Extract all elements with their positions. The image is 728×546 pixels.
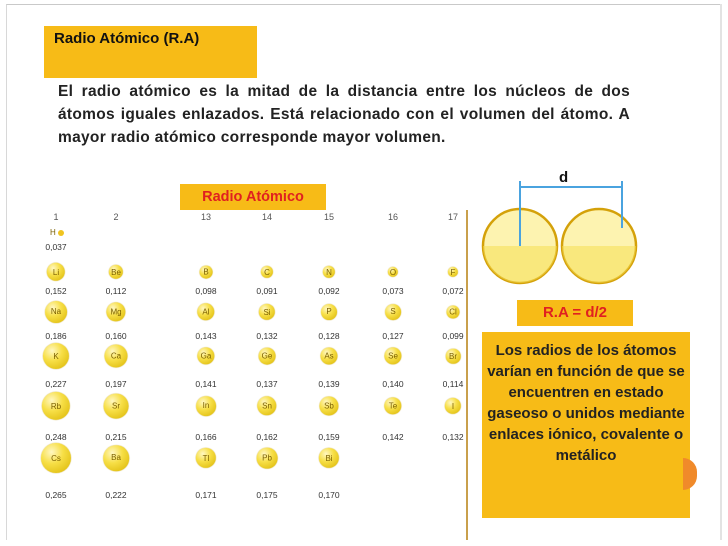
element-radius-value: 0,152 [45, 286, 67, 296]
right-atom-shade [562, 246, 636, 283]
element-atom: Li [47, 263, 65, 281]
element-atom: Br [446, 349, 461, 364]
element-atom: Cl [447, 306, 460, 319]
element-radius-value: 0,265 [45, 490, 67, 500]
element-radius-value: 0,137 [256, 379, 278, 389]
element-radius-value: 0,112 [105, 286, 127, 296]
element-atom: S [385, 304, 401, 320]
element-atom: B [200, 266, 213, 279]
element-atom: As [320, 347, 337, 364]
element-radius-value: 0,170 [318, 490, 340, 500]
element-atom: F [448, 267, 458, 277]
element-atom: Mg [106, 302, 125, 321]
element-atom [58, 230, 64, 236]
element-atom: P [321, 304, 337, 320]
element-radius-value: 0,175 [256, 490, 278, 500]
element-radius-value: 0,171 [195, 490, 217, 500]
element-radius-value: 0,186 [45, 331, 67, 341]
group-number: 13 [200, 212, 212, 222]
element-radius-value: 0,114 [442, 379, 464, 389]
intro-paragraph: El radio atómico es la mitad de la distancia entre los núcleos de dos átomos iguales enlazados. Está relacionado con el volumen del átomo. A mayor radio atómico corresponde mayor volumen. [58, 83, 630, 146]
element-atom: O [388, 267, 398, 277]
element-atom: Se [384, 347, 401, 364]
element-radius-value: 0,140 [382, 379, 404, 389]
table-border [466, 210, 468, 540]
element-atom: K [43, 343, 69, 369]
element-atom: In [196, 396, 216, 416]
element-atom: Al [197, 303, 214, 320]
element-radius-value: 0,037 [45, 242, 67, 252]
slide-title: Radio Atómico (R.A) [44, 26, 257, 78]
element-radius-value: 0,139 [318, 379, 340, 389]
distance-label: d [559, 169, 569, 186]
group-number: 16 [387, 212, 399, 222]
element-atom: Ge [259, 348, 276, 365]
table-label: Radio Atómico [180, 184, 326, 210]
element-atom: Sr [104, 394, 129, 419]
element-radius-value: 0,098 [195, 286, 217, 296]
element-atom: Be [109, 265, 123, 279]
formula-box: R.A = d/2 [517, 300, 633, 326]
element-radius-value: 0,132 [256, 331, 278, 341]
element-radius-value: 0,227 [45, 379, 67, 389]
element-atom: Sb [319, 396, 338, 415]
element-radius-value: 0,072 [442, 286, 464, 296]
description-box: Los radios de los átomos varían en función de que se encuentren en estado gaseoso o unidos mediante enlaces iónico, covalente o metálico [482, 332, 690, 518]
atoms-distance-diagram [476, 168, 676, 308]
element-radius-value: 0,141 [195, 379, 217, 389]
element-radius-value: 0,099 [442, 331, 464, 341]
element-atom: Pb [257, 448, 278, 469]
element-atom: Si [259, 304, 275, 320]
element-radius-value: 0,092 [318, 286, 340, 296]
element-radius-value: 0,166 [195, 432, 217, 442]
atomic-radius-table [32, 206, 468, 540]
element-atom: N [323, 266, 335, 278]
element-atom: Rb [42, 392, 70, 420]
element-radius-value: 0,197 [105, 379, 127, 389]
element-atom: Bi [319, 448, 339, 468]
element-atom: Ba [103, 445, 129, 471]
element-atom: Ga [197, 347, 214, 364]
group-number: 1 [53, 212, 59, 222]
element-atom: Na [45, 301, 67, 323]
group-number: 17 [447, 212, 459, 222]
element-atom: Tl [196, 448, 216, 468]
element-radius-value: 0,215 [105, 432, 127, 442]
element-radius-value: 0,162 [256, 432, 278, 442]
left-atom-shade [483, 246, 557, 283]
element-atom: Sn [257, 396, 276, 415]
element-radius-value: 0,222 [105, 490, 127, 500]
element-radius-value: 0,127 [382, 331, 404, 341]
element-radius-value: 0,159 [318, 432, 340, 442]
element-atom: I [445, 398, 461, 414]
element-radius-value: 0,160 [105, 331, 127, 341]
element-radius-value: 0,143 [195, 331, 217, 341]
element-symbol: H [50, 228, 56, 237]
group-number: 15 [323, 212, 335, 222]
element-atom: Ca [104, 344, 127, 367]
element-radius-value: 0,248 [45, 432, 67, 442]
slide-frame-edge [720, 4, 722, 540]
element-radius-value: 0,128 [318, 331, 340, 341]
element-atom: Cs [41, 443, 71, 473]
element-radius-value: 0,142 [382, 432, 404, 442]
element-radius-value: 0,073 [382, 286, 404, 296]
element-atom: C [261, 266, 273, 278]
element-radius-value: 0,091 [256, 286, 278, 296]
group-number: 2 [113, 212, 119, 222]
group-number: 14 [261, 212, 273, 222]
element-atom: Te [384, 397, 401, 414]
element-radius-value: 0,132 [442, 432, 464, 442]
